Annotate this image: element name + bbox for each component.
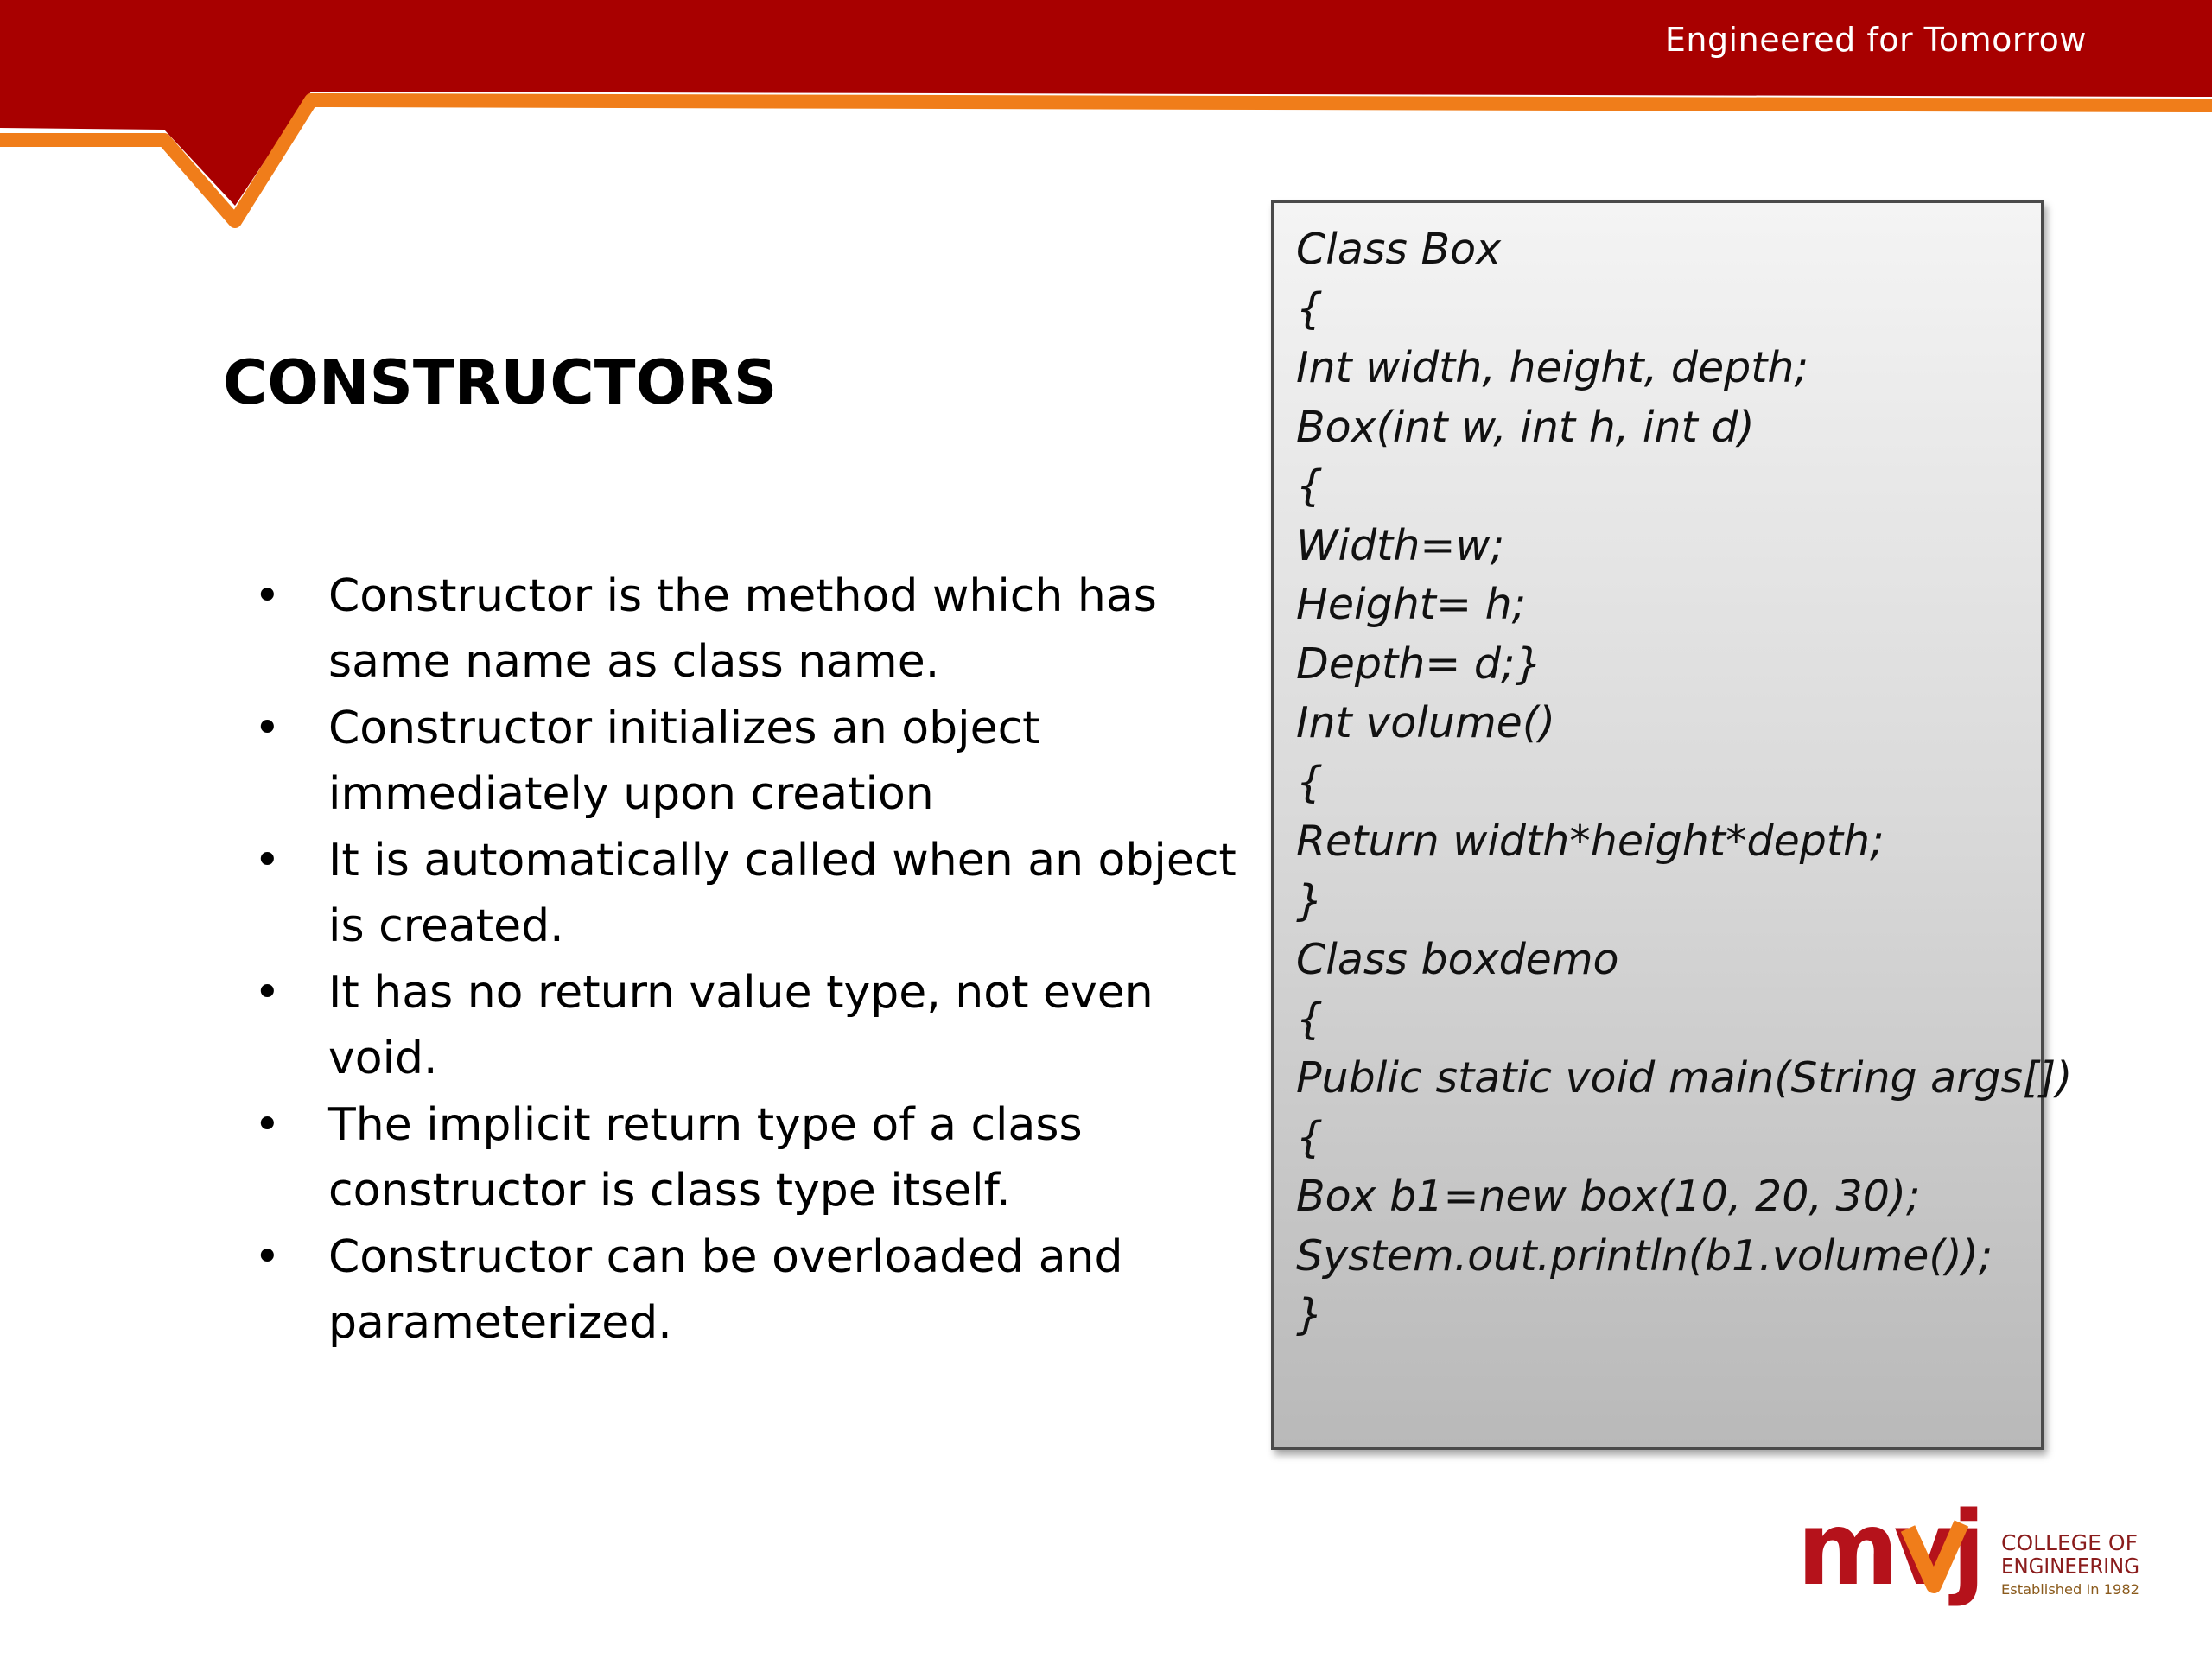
code-line: } [1296,1290,1324,1339]
bullet-item [225,1224,1244,1356]
code-line: { [1296,994,1324,1044]
code-line: } [1296,875,1324,925]
bullet-dot-icon: • [254,835,281,887]
bullet-text: It is automatically called when an object is created. [328,835,1236,952]
slide-title: CONSTRUCTORS [223,347,778,418]
bullet-item [225,828,1244,959]
bullet-text: Constructor can be overloaded and parameterized. [328,1231,1123,1349]
logo-line2: ENGINEERING [2001,1554,2139,1579]
code-line: Box(int w, int h, int d) [1296,402,1755,452]
college-logo [1797,1499,2152,1620]
code-line: Depth= d;} [1296,639,1542,689]
logo-line3: Established In 1982 [2001,1581,2139,1598]
bullet-dot-icon: • [254,702,281,754]
code-line: Int width, height, depth; [1296,343,1808,392]
bullet-dot-icon: • [254,1099,281,1151]
bullet-item [225,563,1244,695]
code-line: Int volume() [1296,698,1556,747]
bullet-dot-icon: • [254,1231,281,1283]
bullet-text: The implicit return type of a class constructor is class type itself. [328,1099,1083,1217]
bullet-list [225,563,1244,1357]
code-line: { [1296,283,1324,334]
code-line: Height= h; [1296,580,1527,629]
header-tagline: Engineered for Tomorrow [1664,21,2087,59]
bullet-item [225,960,1244,1091]
bullet-item [225,1092,1244,1224]
bullet-text: Constructor is the method which has same name as class name. [328,570,1157,688]
logo-mark-m: mvj [1797,1499,1980,1608]
code-line: Class Box [1296,225,1502,274]
code-line: Class boxdemo [1296,935,1619,984]
bullet-dot-icon: • [254,570,281,622]
bullet-text: Constructor initializes an object immediately upon creation [328,702,1040,820]
code-line: Public static void main(String args[]) [1296,1053,2073,1103]
code-line: System.out.println(b1.volume()); [1296,1230,1993,1281]
bullet-dot-icon: • [254,967,281,1019]
code-box [1271,200,2073,1450]
bullet-item [225,696,1244,827]
code-line: { [1296,1112,1324,1162]
code-line: Box b1=new box(10, 20, 30); [1296,1172,1921,1221]
code-line: Width=w; [1296,520,1505,570]
code-line: { [1296,461,1324,511]
code-line: Return width*height*depth; [1296,817,1885,866]
bullet-text: It has no return value type, not even void. [328,967,1154,1084]
code-line: { [1296,757,1324,807]
logo-line1: COLLEGE OF [2001,1530,2138,1555]
